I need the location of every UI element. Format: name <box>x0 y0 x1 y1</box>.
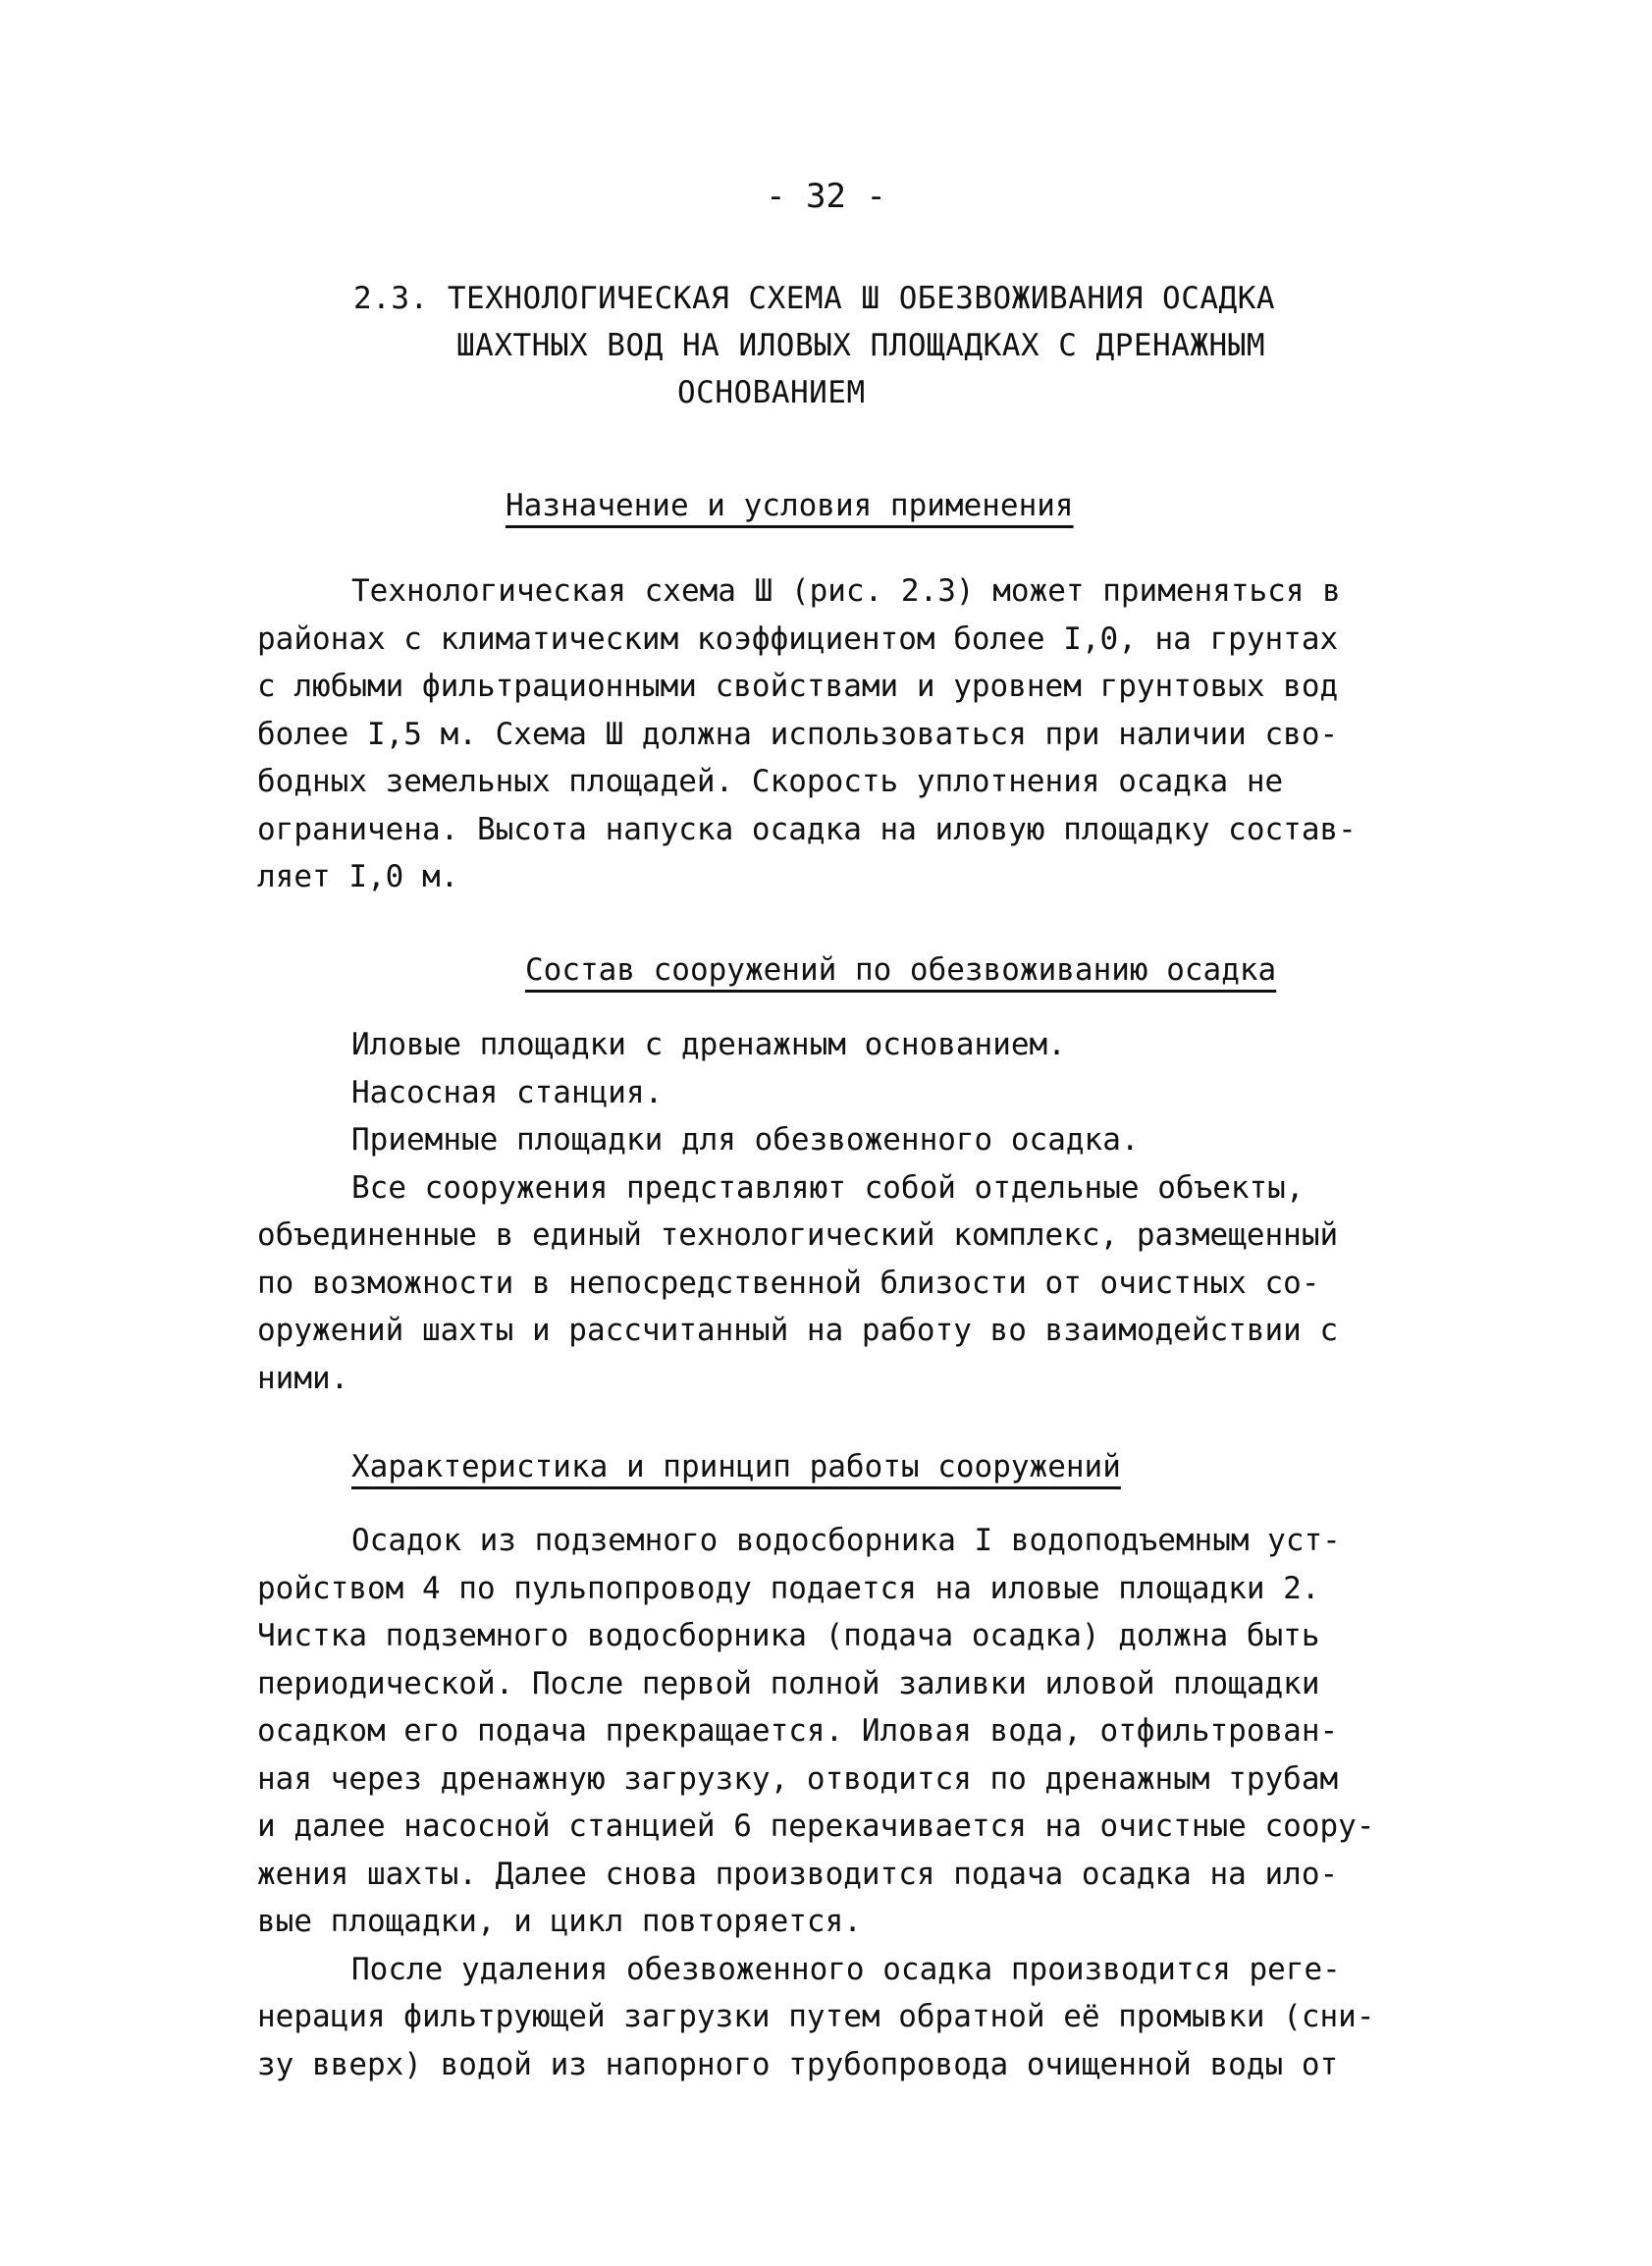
text-line: После удаления обезвоженного осадка производится реге- <box>351 1951 1341 1987</box>
section-heading-purpose: Назначение и условия применения <box>506 488 1074 523</box>
text-line: Насосная станция. <box>351 1074 664 1110</box>
text-line: с любыми фильтрационными свойствами и уровнем грунтовых вод <box>257 669 1339 704</box>
chapter-title-line: ОСНОВАНИЕМ <box>677 375 866 410</box>
text-line: Все сооружения представляют собой отдельные объекты, <box>351 1169 1305 1206</box>
text-line: оружений шахты и рассчитанный на работу во взаимодействии с <box>257 1313 1339 1348</box>
text-line: вые площадки, и цикл повторяется. <box>257 1904 862 1939</box>
text-line: более I,5 м. Схема Ш должна использоваться при наличии сво- <box>257 716 1339 752</box>
page-number: - 32 - <box>766 177 886 216</box>
text-line: жения шахты. Далее снова производится подача осадка на ило- <box>257 1856 1339 1892</box>
paragraph-composition <box>257 1021 1445 1402</box>
text-line: Чистка подземного водосборника (подача осадка) должна быть <box>257 1618 1320 1653</box>
text-line: Иловые площадки с дренажным основанием. <box>351 1027 1066 1062</box>
text-line: районах с климатическим коэффициентом более I,0, на грунтах <box>257 620 1339 657</box>
text-line: Технологическая схема Ш (рис. 2.3) может применяться в <box>351 573 1341 609</box>
chapter-title <box>334 275 1413 416</box>
text-line: бодных земельных площадей. Скорость уплотнения осадка не <box>257 764 1284 799</box>
text-line: нерация фильтрующей загрузки путем обратной её промывки (сни- <box>257 1999 1375 2034</box>
text-line: ройством 4 по пульпопроводу подается на иловые площадки 2. <box>257 1570 1320 1606</box>
paragraph-purpose <box>257 567 1445 901</box>
paragraph-characteristics <box>257 1517 1445 2088</box>
text-line: ними. <box>257 1360 349 1396</box>
text-line: объединенные в единый технологический комплекс, размещенный <box>257 1217 1339 1253</box>
text-line: ляет I,0 м. <box>257 859 459 894</box>
text-line: ограничена. Высота напуска осадка на иловую площадку состав- <box>257 811 1357 847</box>
section-heading-characteristics: Характеристика и принцип работы сооружений <box>351 1449 1121 1484</box>
text-line: Осадок из подземного водосборника I водоподъемным уст- <box>351 1523 1341 1558</box>
text-line: Приемные площадки для обезвоженного осадка. <box>351 1122 1140 1158</box>
section-heading-composition: Состав сооружений по обезвоживанию осадка <box>525 952 1277 988</box>
text-line: ная через дренажную загрузку, отводится по дренажным трубам <box>257 1760 1339 1797</box>
text-line: зу вверх) водой из напорного трубопровода очищенной воды от <box>257 2046 1339 2082</box>
text-line: периодической. После первой полной заливки иловой площадки <box>257 1665 1320 1701</box>
chapter-title-line: 2.3. ТЕХНОЛОГИЧЕСКАЯ СХЕМА Ш ОБЕЗВОЖИВАНИЯ ОСАДКА <box>353 281 1276 316</box>
text-line: осадком его подача прекращается. Иловая вода, отфильтрован- <box>257 1713 1339 1749</box>
text-line: по возможности в непосредственной близости от очистных со- <box>257 1265 1320 1301</box>
chapter-title-line: ШАХТНЫХ ВОД НА ИЛОВЫХ ПЛОЩАДКАХ С ДРЕНАЖНЫМ <box>456 328 1266 363</box>
text-line: и далее насосной станцией 6 перекачивается на очистные соору- <box>257 1808 1375 1844</box>
